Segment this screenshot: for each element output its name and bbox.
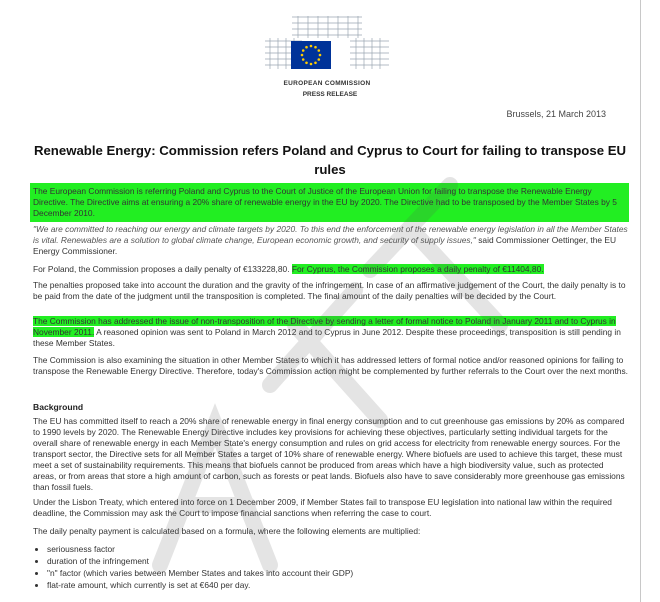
list-item: • "n" factor (which varies between Member States and takes into account their GDP) bbox=[47, 567, 629, 579]
european-commission-logo bbox=[262, 14, 392, 100]
formula-paragraph: The daily penalty payment is calculated based on a formula, where the following elements are multiplied: bbox=[33, 526, 421, 536]
formula-list bbox=[33, 543, 629, 591]
penalties-paragraph: The penalties proposed take into account the duration and the gravity of the infringement. In case of an affirmative judgement of the Court, the daily penalty is to be paid from the date of the judgment until the transposition is completed. The final amount of the daily penalties will be decided by the Court. bbox=[33, 280, 626, 301]
quote-attribution: said Commissioner Oettinger, the EU Energy Commissioner. bbox=[33, 235, 617, 256]
penalty-poland: For Poland, the Commission proposes a daily penalty of €133228,80. bbox=[33, 264, 290, 274]
quote-paragraph bbox=[33, 224, 629, 257]
doc-type: PRESS RELEASE bbox=[302, 91, 358, 98]
lisbon-paragraph: Under the Lisbon Treaty, which entered into force on 1 December 2009, if Member States fail to transpose EU legislation into national law within the required deadline, the Commission may ask the Court to impose financial sanctions when referring the case to court. bbox=[33, 497, 612, 518]
intro-paragraph bbox=[33, 183, 629, 222]
eu-flag bbox=[291, 41, 331, 69]
list-item: • duration of the infringement bbox=[47, 555, 629, 567]
quote-text: "We are committed to reaching our energy and climate targets by 2020. To this end the enforcement of the renewable energy legislation in all the Member States is vital. Renewables are a solution to global climate change, European economic growth, and security of supply issues," bbox=[33, 224, 628, 245]
page-title: Renewable Energy: Commission refers Poland and Cyprus to Court for failing to transpose EU rules bbox=[33, 143, 627, 177]
list-item: • seriousness factor bbox=[47, 543, 629, 555]
penalty-cyprus: For Cyprus, the Commission proposes a daily penalty of €11404,80. bbox=[291, 264, 544, 274]
org-name: EUROPEAN COMMISSION bbox=[283, 80, 371, 87]
background-heading: Background bbox=[33, 402, 84, 412]
notice-rest: A reasoned opinion was sent to Poland in March 2012 and to Cyprus in June 2012. Despite these proceedings, transposition is still pending in these Member States. bbox=[33, 327, 621, 348]
penalty-paragraph bbox=[33, 264, 629, 275]
eu-stars-icon bbox=[291, 41, 331, 69]
background-paragraph: The EU has committed itself to reach a 20% share of renewable energy in final energy consumption and to cut greenhouse gas emissions by 20% as compared to 1990 levels by 2020. The Renewable Energy Directive includes key provisions for achieving these objectives, particularly setting individual targets for the overall share of renewable energy in each Member State's energy consumption and rules on grid access for electricity from renewable energy sources. For the transport sector, the Directive sets for all Member States a target of 10% share of renewable energy. Where biofuels are used to achieve this target, these must meet a set of sustainability requirements. This means that biofuels cannot be produced from areas which have a high biodiversity value, such as protected areas, or from areas that store a high amount of carbon, such as forests or peat lands. Biofuels also have to save considerably more greenhouse gas emissions than fossil fuels. bbox=[33, 416, 625, 492]
notice-highlight: The Commission has addressed the issue of non-transposition of the Directive by sending a letter of formal notice to Poland in January 2011 and to Cyprus in November 2011. bbox=[33, 316, 616, 337]
notice-paragraph bbox=[33, 316, 629, 349]
list-item: • flat-rate amount, which currently is set at €640 per day. bbox=[47, 579, 629, 591]
intro-highlight: The European Commission is referring Poland and Cyprus to the Court of Justice of the European Union for failing to transpose the Renewable Energy Directive. The Directive aims at ensuring a 20% share of renewable energy in the EU by 2020. The Directive had to be transposed by the Member States by 5 December 2010. bbox=[30, 183, 629, 222]
examining-paragraph: The Commission is also examining the situation in other Member States to which it has addressed letters of formal notice and/or reasoned opinions for failing to transpose the Renewable Energy Directive. Therefore, today's Commission action might be complemented by further referrals to the Court over the next months. bbox=[33, 355, 628, 376]
release-date: Brussels, 21 March 2013 bbox=[506, 109, 606, 119]
